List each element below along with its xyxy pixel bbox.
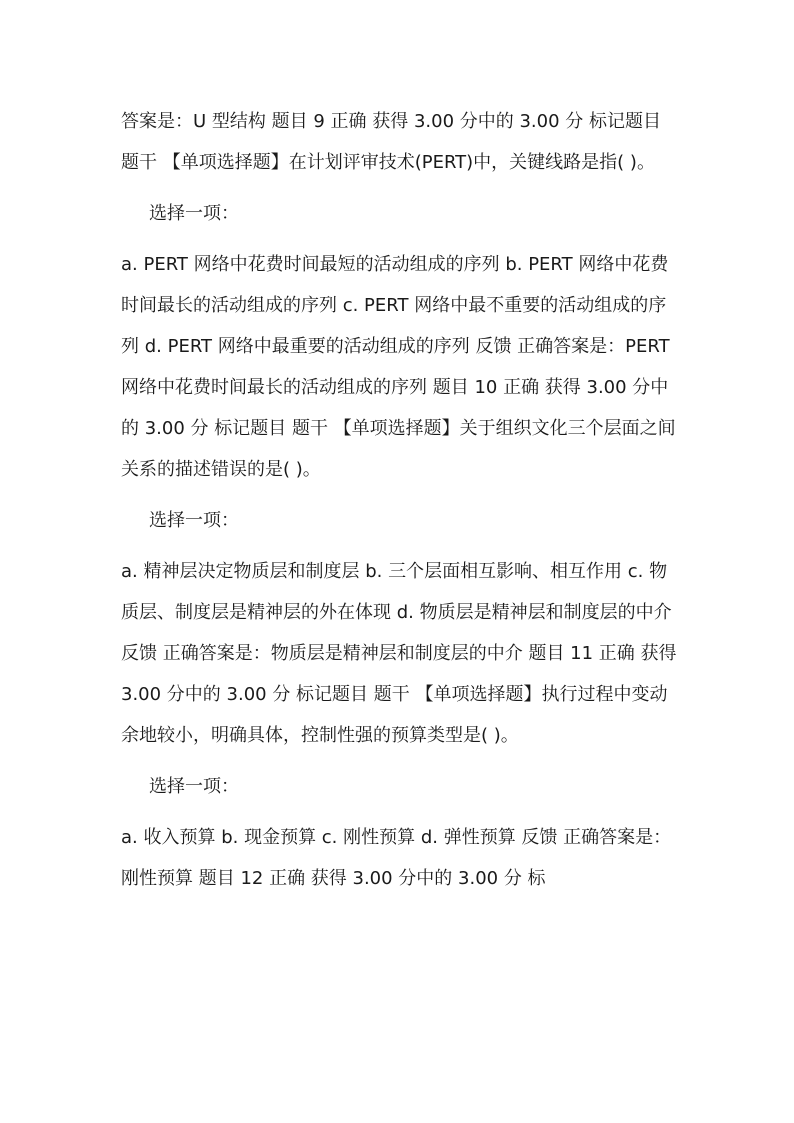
paragraph-gap bbox=[121, 490, 681, 500]
paragraph-gap bbox=[121, 756, 681, 766]
choose-one-prompt: 选择一项： bbox=[149, 776, 239, 797]
paragraph-q9-options: a. PERT 网络中花费时间最短的活动组成的序列 b. PERT 网络中花费时间最长的活动组成的序列 c. PERT 网络中最不重要的活动组成的序列 d. PERT 网络中最重要的活动组成的序列 反馈 正确答案是：PERT 网络中花费时间最长的活动组成的序列 题目 10 正确 获得 3.00 分中的 3.00 分 标记题目 题干 【单项选择题】关于组织文化三个层面之间关系的描述错误的是( )。 bbox=[121, 254, 676, 480]
paragraph-gap bbox=[121, 183, 681, 193]
document-body bbox=[121, 101, 681, 899]
paragraph-q9: 答案是：U 型结构 题目 9 正确 获得 3.00 分中的 3.00 分 标记题目 题干 【单项选择题】在计划评审技术(PERT)中，关键线路是指( )。 bbox=[121, 111, 661, 173]
paragraph-q10-options: a. 精神层决定物质层和制度层 b. 三个层面相互影响、相互作用 c. 物质层、制度层是精神层的外在体现 d. 物质层是精神层和制度层的中介 反馈 正确答案是：物质层是精神层和制度层的中介 题目 11 正确 获得 3.00 分中的 3.00 分 标记题目 题干 【单项选择题】执行过程中变动余地较小，明确具体，控制性强的预算类型是( )。 bbox=[121, 561, 677, 746]
paragraph-q11-options: a. 收入预算 b. 现金预算 c. 刚性预算 d. 弹性预算 反馈 正确答案是：刚性预算 题目 12 正确 获得 3.00 分中的 3.00 分 标 bbox=[121, 827, 672, 889]
paragraph-gap bbox=[121, 234, 681, 244]
paragraph-gap bbox=[121, 541, 681, 551]
choose-one-prompt: 选择一项： bbox=[149, 203, 239, 224]
paragraph-gap bbox=[121, 807, 681, 817]
choose-one-prompt: 选择一项： bbox=[149, 510, 239, 531]
